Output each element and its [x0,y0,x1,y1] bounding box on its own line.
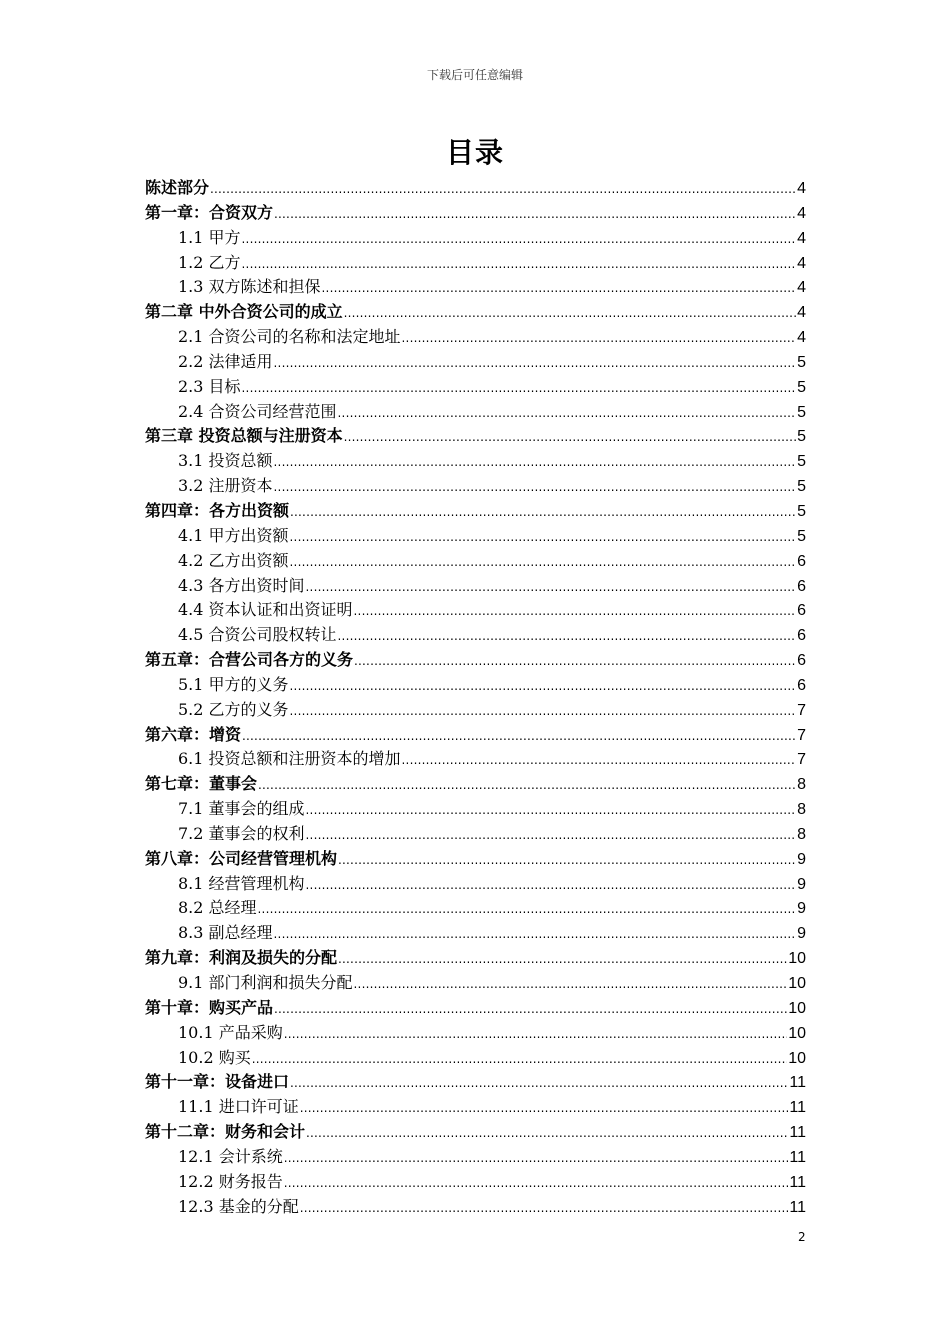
toc-entry[interactable] [145,1120,806,1145]
toc-entry-page: 5 [797,453,806,471]
table-of-contents [145,176,806,1219]
toc-entry-page: 11 [789,1148,806,1166]
toc-dot-leader [258,773,796,798]
toc-entry[interactable] [145,747,806,772]
toc-entry-page: 6 [797,627,806,645]
toc-entry-label: 2.2 法律适用 [178,351,273,371]
toc-entry-label: 第六章：增资 [145,724,242,744]
toc-entry[interactable] [145,1046,806,1071]
toc-entry-label: 4.2 乙方出资额 [178,550,289,570]
toc-entry[interactable] [145,1195,806,1220]
toc-entry-page: 4 [797,254,806,272]
toc-entry-label: 2.3 目标 [178,376,241,396]
toc-dot-leader [322,276,797,301]
toc-entry-page: 11 [789,1074,806,1092]
toc-entry-page: 11 [789,1124,806,1142]
toc-entry[interactable] [145,300,806,325]
toc-entry-page: 5 [797,478,806,496]
toc-entry-label: 4.3 各方出资时间 [178,575,305,595]
toc-dot-leader [344,301,797,326]
toc-entry-label: 9.1 部门利润和损失分配 [178,973,353,992]
toc-entry-page: 10 [788,1024,806,1042]
toc-entry-label: 5.1 甲方的义务 [178,674,289,694]
toc-entry-page: 11 [789,1173,806,1191]
toc-dot-leader [290,525,797,550]
toc-entry-label: 1.1 甲方 [178,227,241,247]
toc-entry-label: 第三章 投资总额与注册资本 [145,426,343,446]
toc-dot-leader [354,972,788,997]
toc-entry[interactable] [145,1021,806,1046]
toc-entry-label: 8.1 经营管理机构 [178,873,305,893]
toc-dot-leader [338,947,787,972]
toc-dot-leader [284,1146,789,1171]
toc-entry[interactable] [145,921,806,946]
toc-entry-page: 5 [797,502,806,520]
toc-entry[interactable] [145,275,806,300]
toc-dot-leader [306,798,797,823]
toc-dot-leader [402,326,797,351]
toc-dot-leader [258,897,797,922]
toc-entry-page: 9 [797,925,806,943]
toc-entry[interactable] [145,673,806,698]
toc-entry-page: 9 [797,850,806,868]
toc-dot-leader [306,1121,788,1146]
toc-entry-page: 9 [797,875,806,893]
toc-entry-page: 8 [797,776,806,794]
toc-dot-leader [300,1196,789,1221]
toc-entry-page: 4 [797,229,806,247]
toc-entry-page: 11 [789,1198,806,1216]
toc-dot-leader [338,624,797,649]
toc-dot-leader [338,848,796,873]
toc-entry-page: 10 [788,950,806,968]
toc-entry-label: 2.1 合资公司的名称和法定地址 [178,327,401,347]
toc-entry[interactable] [145,1170,806,1195]
toc-entry-label: 第十二章：财务和会计 [145,1122,306,1142]
toc-dot-leader [290,500,796,525]
toc-entry[interactable] [145,797,806,822]
toc-entry-label: 5.2 乙方的义务 [178,699,289,719]
toc-dot-leader [274,922,797,947]
toc-dot-leader [306,873,797,898]
toc-entry-label: 7.2 董事会的权利 [178,823,305,843]
toc-entry[interactable] [145,350,806,375]
toc-entry-label: 1.2 乙方 [178,252,241,272]
toc-entry-page: 5 [797,378,806,396]
toc-dot-leader [290,674,797,699]
toc-entry-label: 第一章：合资双方 [145,202,274,222]
toc-dot-leader [306,575,797,600]
toc-entry-page: 4 [797,304,806,322]
toc-entry[interactable] [145,723,806,748]
toc-entry-page: 10 [788,975,806,992]
toc-dot-leader [300,1096,789,1121]
toc-entry[interactable] [145,449,806,474]
toc-entry-label: 3.2 注册资本 [178,476,273,496]
toc-entry-page: 4 [797,329,806,347]
toc-entry[interactable] [145,375,806,400]
toc-entry[interactable] [145,524,806,549]
toc-entry-page: 4 [797,204,806,222]
toc-entry[interactable] [145,574,806,599]
toc-entry[interactable] [145,400,806,425]
toc-entry-page: 8 [797,801,806,819]
toc-dot-leader [274,351,797,376]
toc-entry-label: 第八章：公司经营管理机构 [145,848,338,868]
toc-entry-page: 4 [797,279,806,297]
toc-entry-label: 4.4 资本认证和出资证明 [178,600,353,620]
toc-entry-page: 4 [797,180,806,197]
toc-entry[interactable] [145,325,806,350]
toc-dot-leader [252,1047,787,1072]
toc-dot-leader [274,475,797,500]
toc-entry-label: 8.3 副总经理 [178,923,273,943]
toc-entry-page: 9 [797,900,806,918]
toc-entry[interactable] [145,598,806,623]
toc-entry-label: 4.1 甲方出资额 [178,525,289,545]
toc-entry-label: 第四章：各方出资额 [145,500,290,520]
toc-entry[interactable] [145,424,806,449]
toc-entry[interactable] [145,1095,806,1120]
toc-entry[interactable] [145,474,806,499]
toc-entry-label: 陈述部分 [145,178,210,197]
toc-entry-label: 1.3 双方陈述和担保 [178,277,321,297]
toc-dot-leader [284,1171,789,1196]
toc-entry-page: 7 [797,726,806,744]
toc-entry-page: 6 [797,652,806,670]
toc-entry[interactable] [145,698,806,723]
toc-entry-label: 12.2 财务报告 [178,1171,283,1191]
toc-dot-leader [290,550,797,575]
toc-entry-label: 10.2 购买 [178,1047,251,1067]
toc-entry-page: 6 [797,602,806,620]
toc-entry-label: 12.3 基金的分配 [178,1196,299,1216]
toc-entry-label: 第十一章：设备进口 [145,1072,290,1092]
toc-entry-page: 8 [797,825,806,843]
toc-entry-label: 12.1 会计系统 [178,1146,283,1166]
toc-entry[interactable] [145,549,806,574]
toc-entry[interactable] [145,822,806,847]
header-note: 下载后可任意编辑 [426,68,523,82]
toc-entry[interactable] [145,226,806,251]
toc-dot-leader [274,450,797,475]
toc-entry[interactable] [145,996,806,1021]
toc-entry-label: 第七章：董事会 [145,774,258,794]
toc-entry-page: 6 [797,676,806,694]
toc-entry-page: 5 [797,527,806,545]
toc-entry[interactable] [145,201,806,226]
toc-entry[interactable] [145,176,806,201]
toc-entry[interactable] [145,946,806,971]
toc-entry[interactable] [145,971,806,996]
toc-entry-page: 11 [789,1099,806,1117]
toc-entry[interactable] [145,896,806,921]
toc-dot-leader [284,1022,787,1047]
toc-dot-leader [402,748,797,773]
toc-dot-leader [274,997,787,1022]
toc-entry-label: 3.1 投资总额 [178,451,273,471]
toc-dot-leader [242,252,797,277]
toc-entry-page: 5 [797,428,806,446]
toc-entry-page: 5 [797,403,806,421]
toc-entry-label: 第十章：购买产品 [145,997,274,1017]
toc-entry-page: 5 [797,353,806,371]
toc-entry-page: 7 [797,701,806,719]
toc-entry-page: 10 [788,999,806,1017]
toc-entry-page: 7 [797,751,806,769]
toc-entry-label: 第五章：合营公司各方的义务 [145,650,354,670]
toc-title: 目录 [445,136,504,169]
toc-entry-label: 6.1 投资总额和注册资本的增加 [178,749,401,769]
toc-entry[interactable] [145,623,806,648]
toc-dot-leader [338,401,797,426]
toc-entry-label: 4.5 合资公司股权转让 [178,625,337,645]
toc-dot-leader [290,1071,788,1096]
toc-entry[interactable] [145,251,806,276]
toc-dot-leader [354,649,796,674]
toc-dot-leader [306,823,797,848]
toc-dot-leader [344,425,797,450]
toc-entry[interactable] [145,499,806,524]
toc-entry-label: 11.1 进口许可证 [178,1097,299,1117]
toc-entry-label: 8.2 总经理 [178,898,257,918]
toc-entry[interactable] [145,772,806,797]
toc-entry[interactable] [145,648,806,673]
toc-dot-leader [242,227,797,252]
toc-entry[interactable] [145,872,806,897]
toc-dot-leader [290,699,797,724]
toc-entry[interactable] [145,1070,806,1095]
toc-entry[interactable] [145,847,806,872]
toc-entry-label: 第九章：利润及损失的分配 [145,948,338,968]
toc-entry-page: 10 [788,1049,806,1067]
toc-entry-label: 第二章 中外合资公司的成立 [145,302,343,322]
toc-entry[interactable] [145,1145,806,1170]
toc-entry-label: 7.1 董事会的组成 [178,799,305,819]
page-number: 2 [798,1230,806,1244]
toc-dot-leader [242,376,797,401]
toc-dot-leader [210,177,796,202]
toc-entry-label: 2.4 合资公司经营范围 [178,401,337,421]
toc-entry-label: 10.1 产品采购 [178,1022,283,1042]
toc-dot-leader [354,599,797,624]
toc-entry-page: 6 [797,552,806,570]
toc-dot-leader [242,724,796,749]
toc-dot-leader [274,202,796,227]
toc-entry-page: 6 [797,577,806,595]
